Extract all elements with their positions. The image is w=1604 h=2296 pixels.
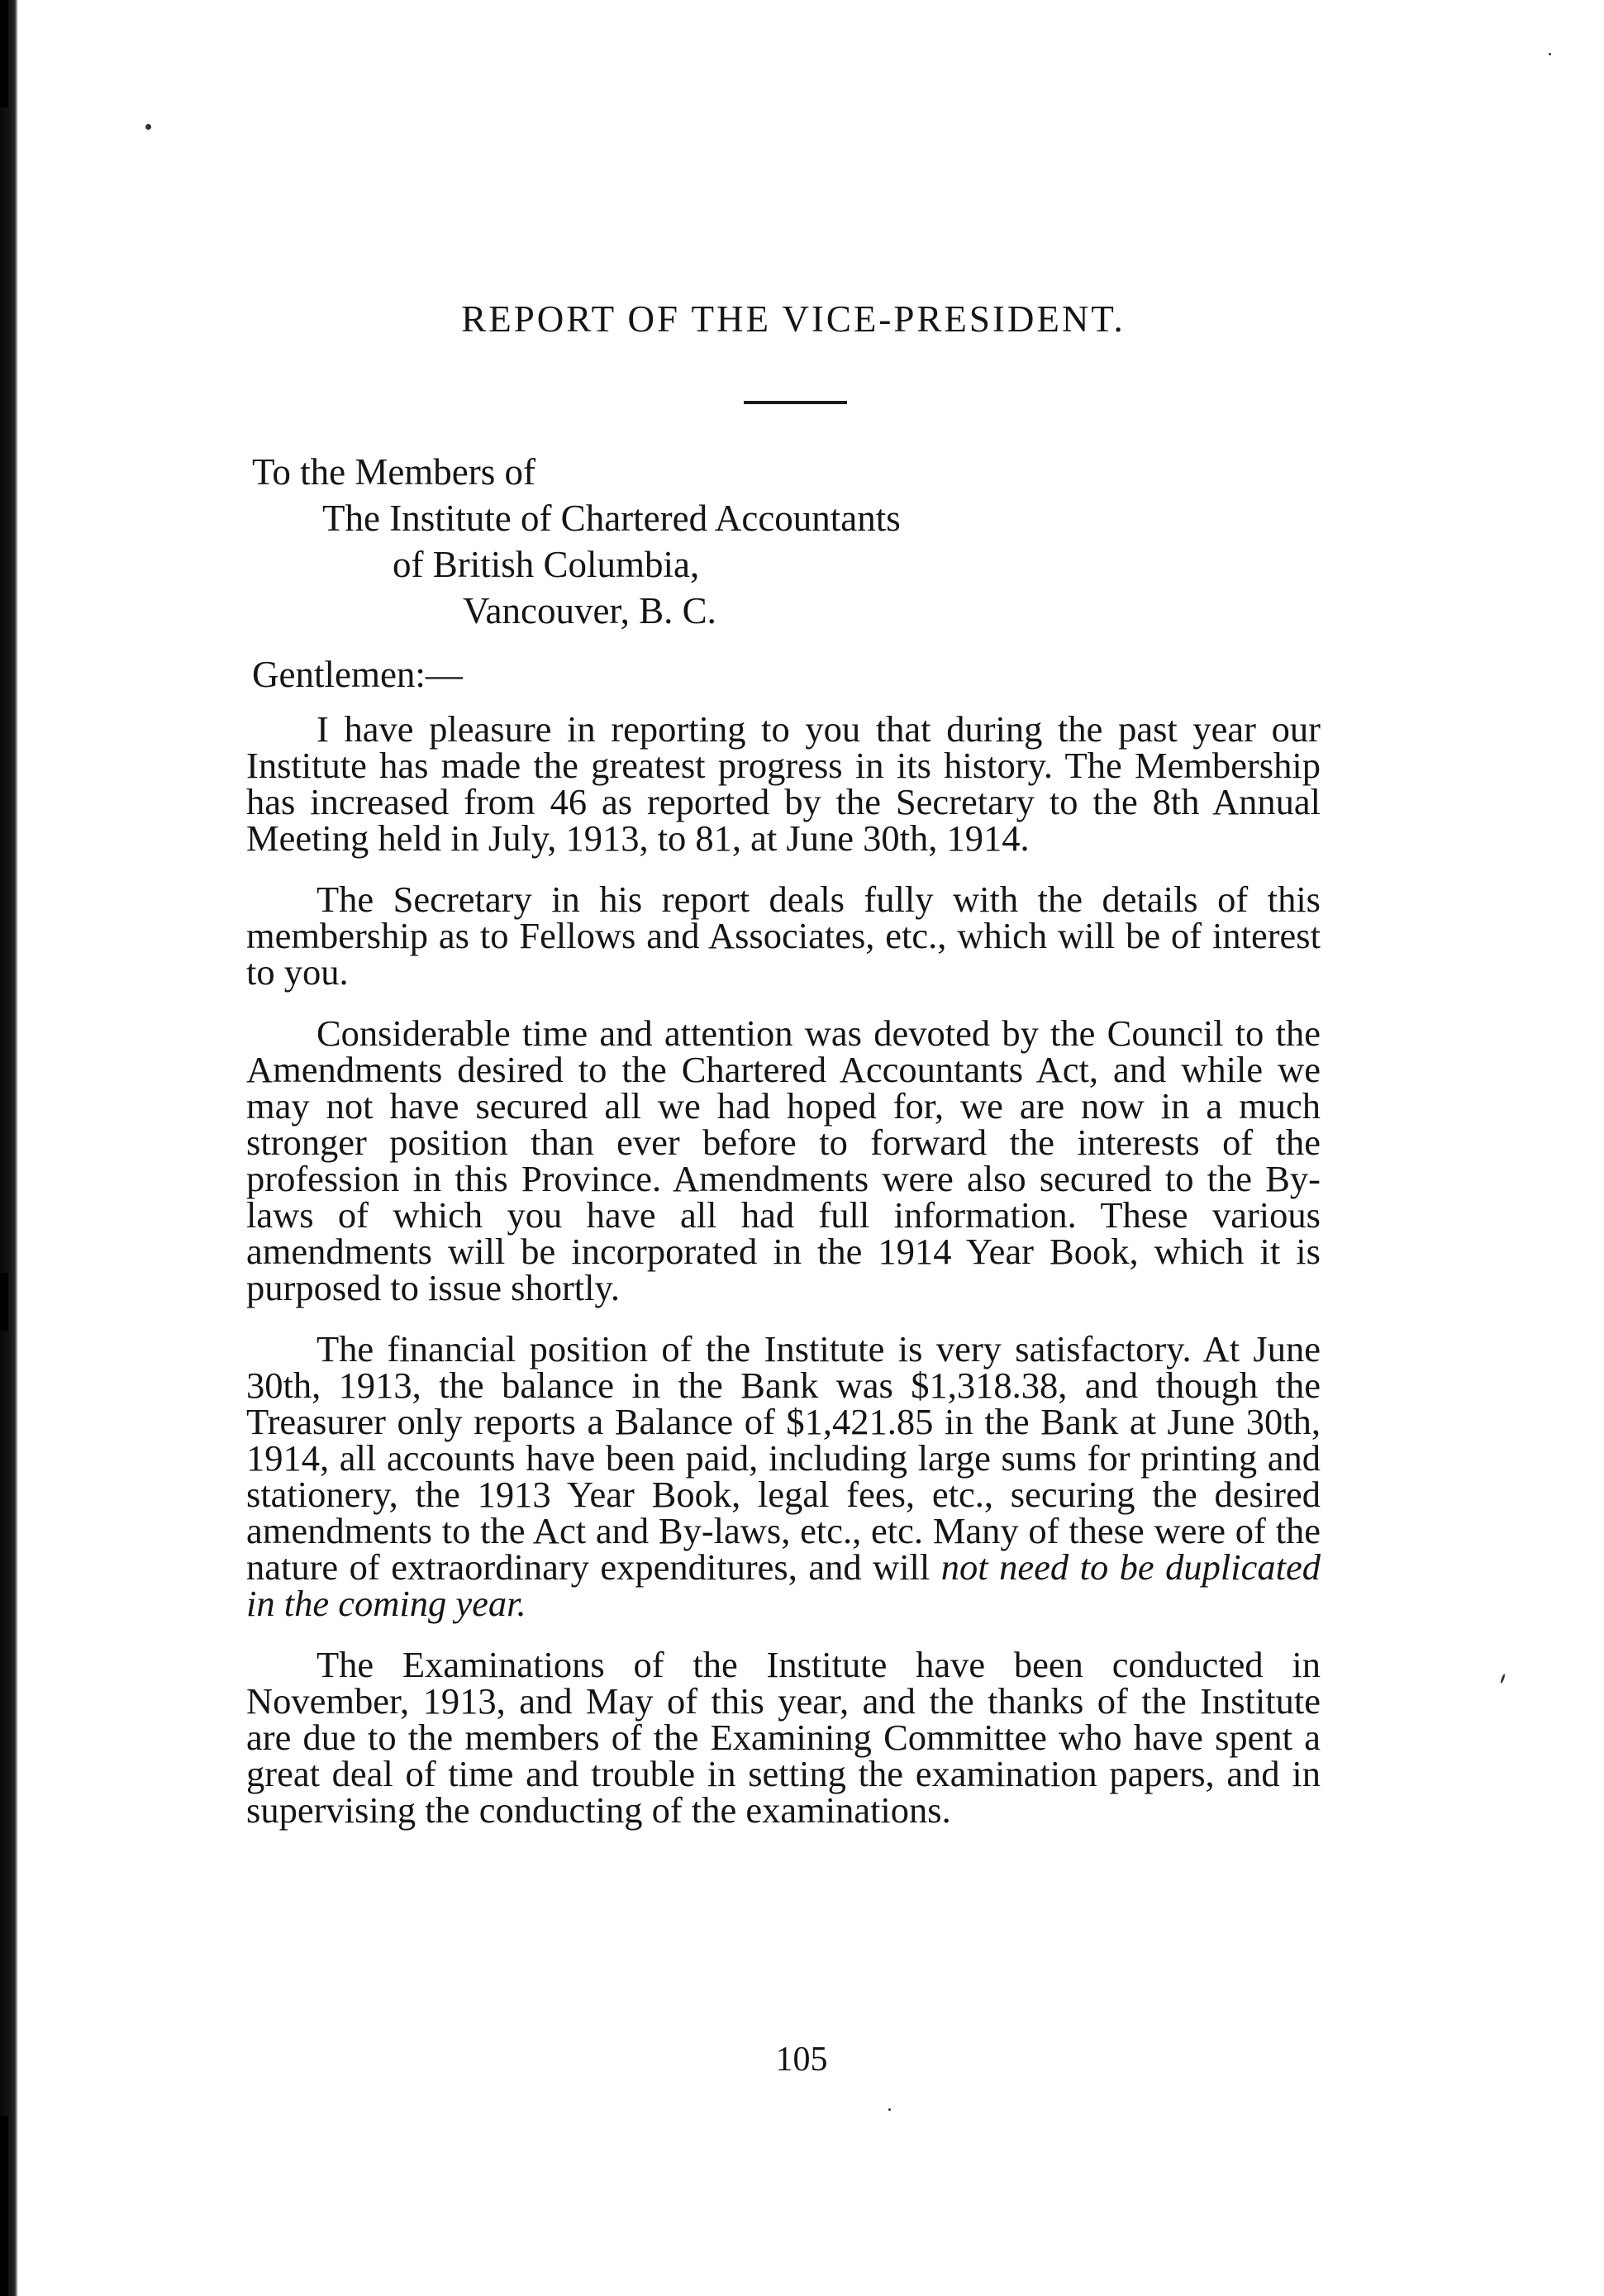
financial-text: The financial position of the Institute is very satisfactory. At June 30th, 1913, the balance in the Bank was $1,318.38, and though the Treasurer only reports a Balance of $1,421.85 in the Bank at June 30th, 1914, all accounts have been paid, including large sums for printing and stationery, the 1913 Year Book, legal fees, etc., securing the desired amendments to the Act and By-laws, etc., etc. Many of these were of the nature of extraordinary expenditures, and will [246,1328,1321,1588]
address-line: To the Members of [252,451,536,493]
report-body [246,708,1321,1831]
scan-speck [888,2108,891,2111]
scan-speck [1500,1674,1506,1684]
page-number: 105 [775,2041,828,2079]
paragraph-membership: I have pleasure in reporting to you that during the past year our Institute has made the greatest progress in its history. The Membership has increased from 46 as reported by the Secretary to the 8th Annual Meeting held in July, 1913, to 81, at June 30th, 1914. [246,708,1321,859]
scan-speck [145,124,151,130]
address-line: The Institute of Chartered Accountants [322,498,901,539]
paragraph-secretary: The Secretary in his report deals fully with the details of this membership as to Fellows and Associates, etc., which will be of interest to you. [246,879,1321,993]
financial-italic-text: not need to be duplicated in the coming year. [246,1546,1321,1624]
scan-speck [1549,53,1551,55]
binding-mark [0,1273,8,1331]
salutation: Gentlemen:— [252,654,463,695]
report-title: REPORT OF THE VICE-PRESIDENT. [461,298,1126,340]
binding-mark [0,0,8,107]
paragraph-amendments: Considerable time and attention was devoted by the Council to the Amendments desired to the Chartered Accountants Act, and while we may not have secured all we had hoped for, we are now in a much stronger position than ever before to forward the interests of the profession in this Province. Amendments were also secured to the By-laws of which you have all had full information. These various amendments will be incorporated in the 1914 Year Book, which it is purposed to issue shortly. [246,1012,1321,1308]
paragraph-financial [246,1328,1321,1624]
address-line: of British Columbia, [393,544,700,585]
paragraph-examinations: The Examinations of the Institute have been conducted in November, 1913, and May of this year, and the thanks of the Institute are due to the members of the Examining Committee who have spent a great deal of time and trouble in setting the examination papers, and in supervising the conducting of the examinations. [246,1644,1321,1831]
binding-edge [0,0,18,2296]
address-line: Vancouver, B. C. [463,590,716,631]
title-rule [744,401,847,404]
binding-mark [0,2116,8,2296]
